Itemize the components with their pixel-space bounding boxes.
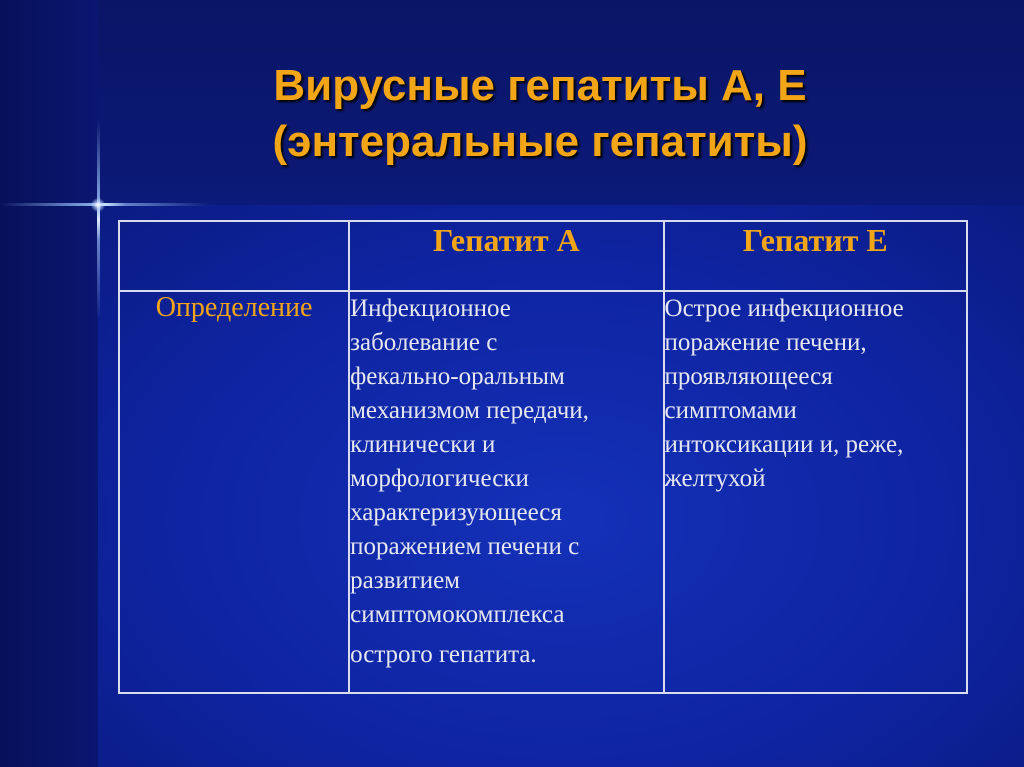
table-header-row	[119, 221, 967, 291]
cell-hepatitis-a-definition	[349, 291, 663, 693]
row-label-definition: Определение	[119, 291, 349, 693]
text-line: поражение печени,	[664, 329, 867, 356]
header-hepatitis-e: Гепатит Е	[664, 221, 967, 291]
text-line: острого гепатита.	[350, 641, 537, 668]
cell-hepatitis-e-definition	[664, 291, 967, 693]
text-line: характеризующееся	[350, 499, 562, 526]
header-hepatitis-a: Гепатит А	[349, 221, 663, 291]
left-band	[0, 0, 98, 767]
header-empty-cell	[119, 221, 349, 291]
text-line: Острое инфекционное	[664, 295, 904, 322]
sparkle-horizontal-decoration	[0, 203, 210, 206]
text-line: проявляющееся	[664, 363, 833, 390]
text-line: фекально-оральным	[350, 363, 565, 390]
text-line: симптомами	[664, 397, 797, 424]
text-line: морфологически	[350, 465, 529, 492]
slide-title-line-1: Вирусные гепатиты А, Е	[273, 61, 807, 110]
text-line: симптомокомплекса	[350, 601, 565, 628]
slide-title-line-2: (энтеральные гепатиты)	[272, 117, 808, 166]
text-line: клинически и	[350, 431, 496, 458]
text-line: интоксикации и, реже,	[664, 431, 904, 458]
text-line: механизмом передачи,	[350, 397, 589, 424]
text-line: Инфекционное	[350, 295, 511, 322]
table-row-definition	[119, 291, 967, 693]
text-line: поражением печени с	[350, 533, 580, 560]
text-line: желтухой	[664, 465, 766, 492]
slide-title	[150, 58, 930, 170]
sparkle-vertical-decoration	[97, 120, 100, 320]
comparison-table	[118, 220, 968, 694]
text-line: развитием	[350, 567, 460, 594]
sparkle-star-icon	[91, 198, 105, 212]
text-line: заболевание с	[350, 329, 498, 356]
